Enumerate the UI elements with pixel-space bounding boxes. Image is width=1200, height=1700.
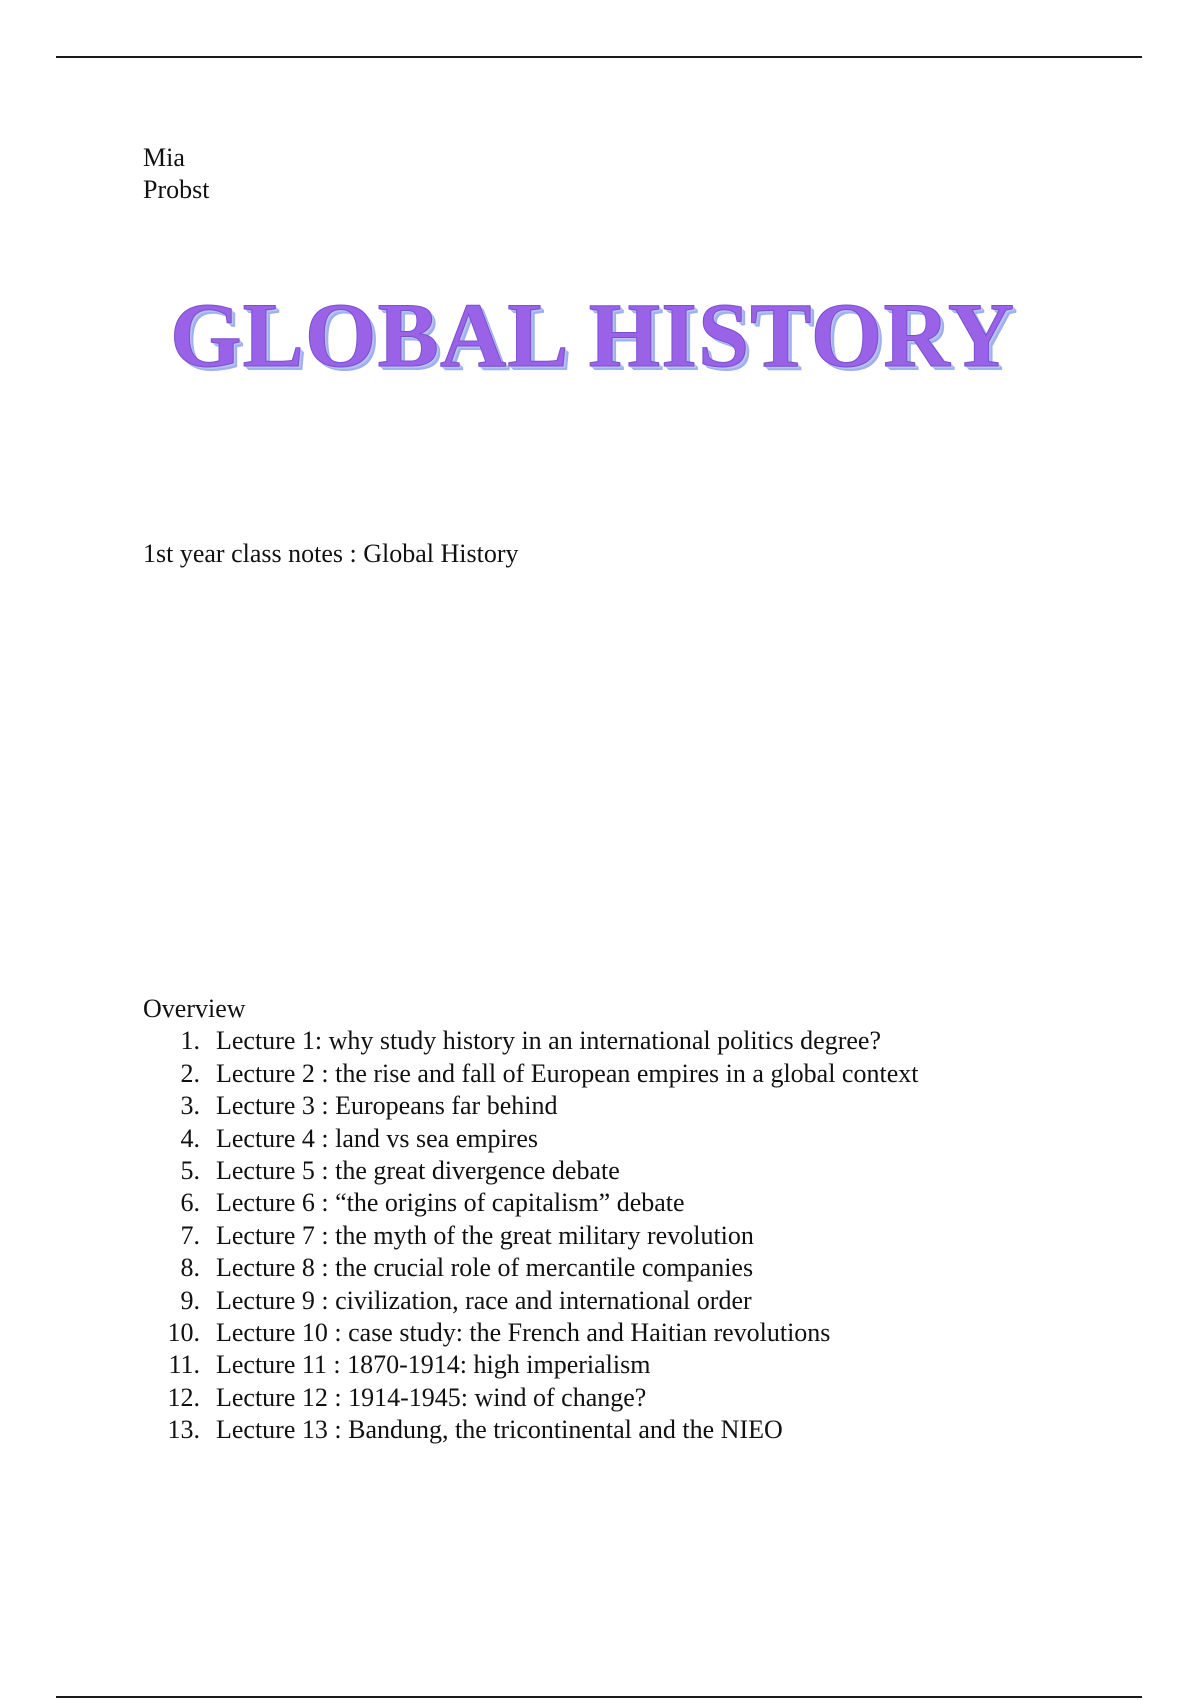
list-item-text: Lecture 5 : the great divergence debate	[216, 1156, 620, 1186]
list-item-number: 8.	[180, 1253, 200, 1283]
list-item	[143, 1414, 918, 1446]
list-item	[143, 1382, 918, 1414]
list-item-number: 12.	[167, 1382, 200, 1412]
list-item-number: 11.	[168, 1350, 200, 1380]
list-item-number: 2.	[180, 1058, 200, 1088]
list-item-number: 4.	[180, 1123, 200, 1153]
list-item-text: Lecture 11 : 1870-1914: high imperialism	[216, 1350, 651, 1380]
lecture-list	[143, 1025, 918, 1446]
list-item-number: 9.	[180, 1285, 200, 1315]
overview-heading: Overview	[143, 994, 246, 1023]
list-item	[143, 1252, 918, 1284]
list-item	[143, 1025, 918, 1057]
top-rule	[56, 56, 1142, 58]
author-last-name: Probst	[143, 175, 210, 204]
list-item	[143, 1187, 918, 1219]
list-item	[143, 1285, 918, 1317]
list-item-text: Lecture 3 : Europeans far behind	[216, 1091, 558, 1121]
list-item	[143, 1090, 918, 1122]
author-first-name: Mia	[143, 143, 185, 172]
list-item-number: 10.	[167, 1318, 200, 1348]
list-item-text: Lecture 12 : 1914-1945: wind of change?	[216, 1382, 647, 1412]
list-item	[143, 1155, 918, 1187]
list-item-text: Lecture 6 : “the origins of capitalism” debate	[216, 1188, 685, 1218]
list-item-number: 5.	[180, 1156, 200, 1186]
list-item-text: Lecture 2 : the rise and fall of European empires in a global context	[216, 1058, 919, 1088]
list-item-text: Lecture 13 : Bandung, the tricontinental and the NIEO	[216, 1415, 783, 1445]
document-subtitle: 1st year class notes : Global History	[143, 539, 519, 568]
list-item-number: 3.	[180, 1091, 200, 1121]
document-title: GLOBAL HISTORY	[170, 284, 1016, 386]
list-item-text: Lecture 7 : the myth of the great military revolution	[216, 1220, 754, 1250]
list-item	[143, 1220, 918, 1252]
list-item-text: Lecture 9 : civilization, race and international order	[216, 1285, 752, 1315]
list-item-text: Lecture 4 : land vs sea empires	[216, 1123, 538, 1153]
list-item	[143, 1123, 918, 1155]
list-item-number: 13.	[167, 1415, 200, 1445]
list-item	[143, 1058, 918, 1090]
list-item	[143, 1317, 918, 1349]
list-item-number: 1.	[180, 1026, 200, 1056]
list-item	[143, 1349, 918, 1381]
author-name	[143, 142, 209, 206]
list-item-text: Lecture 10 : case study: the French and Haitian revolutions	[216, 1318, 831, 1348]
list-item-text: Lecture 1: why study history in an international politics degree?	[216, 1026, 881, 1056]
bottom-rule	[56, 1696, 1142, 1698]
list-item-text: Lecture 8 : the crucial role of mercantile companies	[216, 1253, 754, 1283]
list-item-number: 7.	[180, 1220, 200, 1250]
list-item-number: 6.	[180, 1188, 200, 1218]
overview-section	[143, 993, 918, 1447]
